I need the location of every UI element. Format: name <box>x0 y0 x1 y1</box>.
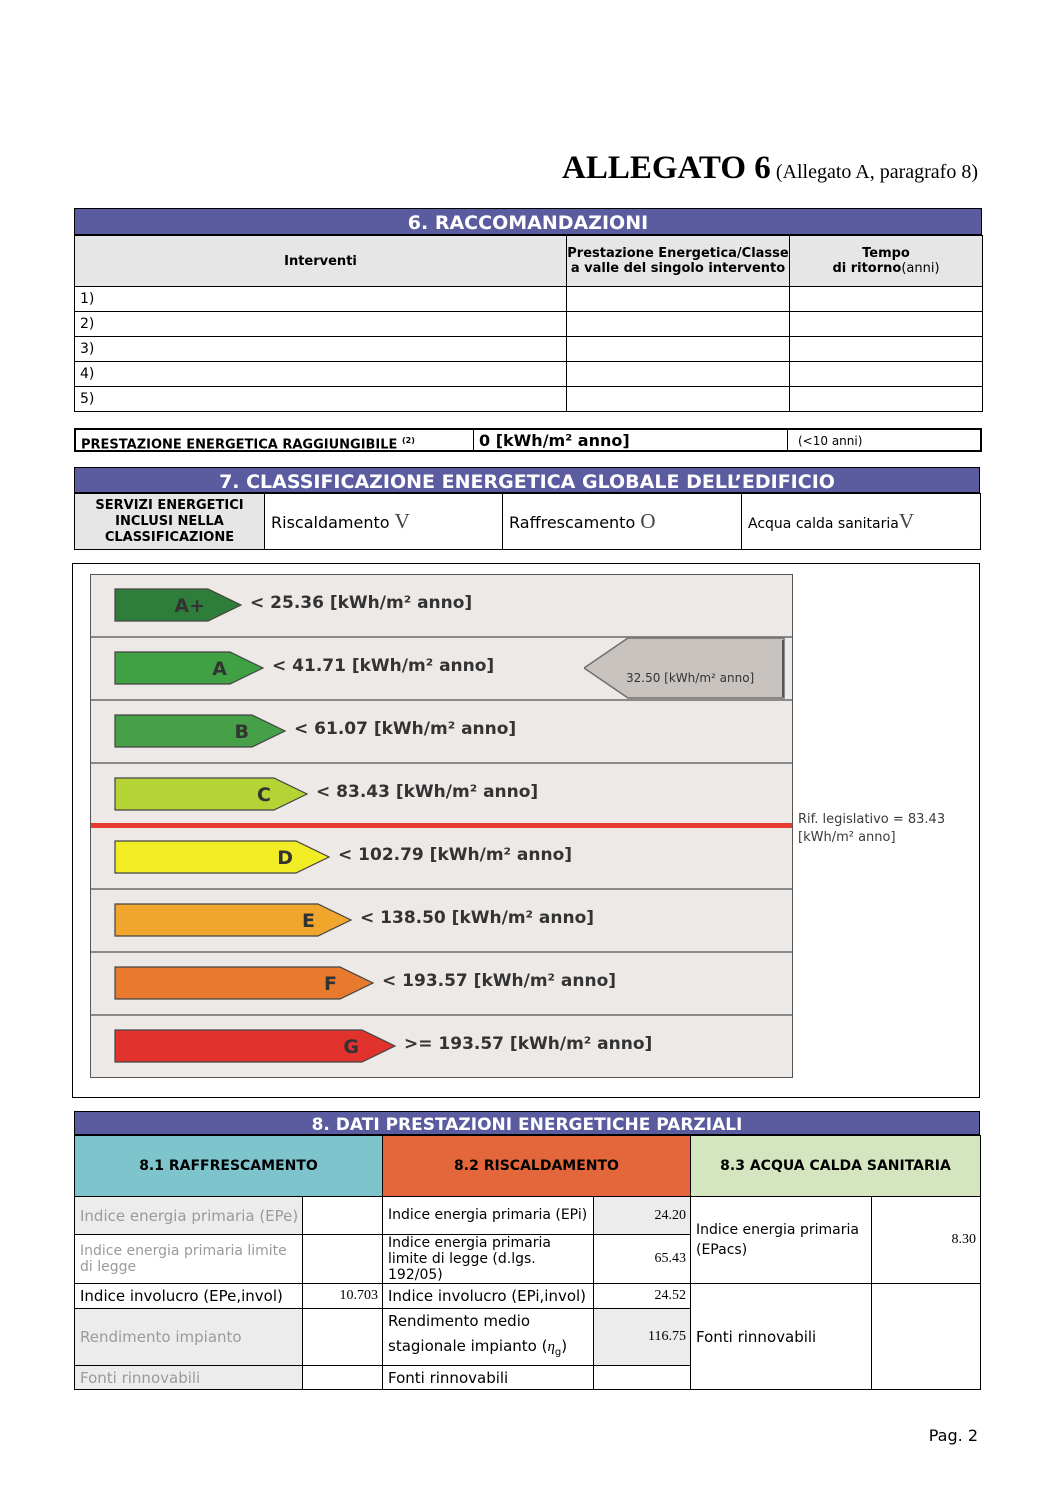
epacs-value: 8.30 <box>872 1197 981 1284</box>
cell <box>790 362 983 387</box>
services-table <box>74 493 981 550</box>
perf-time: (<10 anni) <box>798 434 863 448</box>
class-arrow-C <box>114 777 310 811</box>
class-letter: G <box>343 1036 359 1058</box>
current-performance-arrow <box>584 637 786 699</box>
perf-footnote: (2) <box>401 436 415 445</box>
title-sub: (Allegato A, paragrafo 8) <box>775 161 978 183</box>
eta-subscript: g <box>554 1347 562 1358</box>
epe-limit-value <box>303 1235 383 1284</box>
cell <box>567 337 790 362</box>
service-mark: O <box>640 509 656 533</box>
epe-limit-label: Indice energia primaria limite di legge <box>75 1235 303 1284</box>
class-letter: C <box>257 784 271 806</box>
section-raccomandazioni <box>74 208 982 412</box>
class-letter: A <box>212 658 227 680</box>
class-threshold-label: < 138.50 [kWh/m² anno] <box>360 908 595 928</box>
service-name: Raffrescamento <box>509 513 636 532</box>
class-arrow-F <box>114 966 376 1000</box>
epi-label: Indice energia primaria (EPi) <box>383 1197 594 1235</box>
row-number: 1) <box>75 287 567 312</box>
class-row-separator <box>91 762 792 764</box>
service-mark: V <box>394 509 410 533</box>
document-title <box>562 150 978 187</box>
eta-symbol: η <box>547 1339 555 1355</box>
epe-value <box>303 1197 383 1235</box>
epi-limit-value: 65.43 <box>594 1235 691 1284</box>
class-arrow-D <box>114 840 332 874</box>
rend-stag-text: Rendimento medio stagionale impianto ( <box>388 1312 548 1355</box>
epi-limit-label: Indice energia primaria limite di legge (d.lgs. 192/05) <box>383 1235 594 1284</box>
cell <box>567 312 790 337</box>
service-mark: V <box>898 509 914 533</box>
cell <box>790 387 983 412</box>
reference-label-line2: [kWh/m² anno] <box>798 830 896 845</box>
table-row <box>75 387 983 412</box>
fonti-risc-value <box>594 1366 691 1390</box>
achievable-performance-row <box>74 428 982 452</box>
table-row <box>75 312 983 337</box>
table-row <box>75 287 983 312</box>
recommendations-table <box>74 235 983 412</box>
page-number: Pag. 2 <box>928 1426 978 1445</box>
row-number: 2) <box>75 312 567 337</box>
class-arrow-A <box>114 651 266 685</box>
cell <box>567 387 790 412</box>
service-name: Riscaldamento <box>271 513 390 532</box>
partial-data-table <box>74 1135 981 1390</box>
reference-line <box>91 823 792 828</box>
section-6-heading: 6. RACCOMANDAZIONI <box>74 208 982 235</box>
acs-fonti-value <box>872 1284 981 1390</box>
epe-invol-value: 10.703 <box>303 1284 383 1309</box>
section-8-heading: 8. DATI PRESTAZIONI ENERGETICHE PARZIALI <box>74 1111 980 1135</box>
class-threshold-label: < 83.43 [kWh/m² anno] <box>316 782 539 802</box>
class-row-separator <box>91 888 792 890</box>
class-row-separator <box>91 1014 792 1016</box>
row-number: 5) <box>75 387 567 412</box>
services-label: SERVIZI ENERGETICI INCLUSI NELLA CLASSIFICAZIONE <box>75 494 265 550</box>
epi-invol-label: Indice involucro (EPi,invol) <box>383 1284 594 1309</box>
fonti-raff-label: Fonti rinnovabili <box>75 1366 303 1390</box>
class-threshold-label: < 102.79 [kWh/m² anno] <box>338 845 573 865</box>
class-arrow-E <box>114 903 354 937</box>
class-threshold-label: < 25.36 [kWh/m² anno] <box>250 593 473 613</box>
section-7-heading: 7. CLASSIFICAZIONE ENERGETICA GLOBALE DELL’EDIFICIO <box>74 467 980 493</box>
class-letter: E <box>302 910 315 932</box>
class-threshold-label: < 61.07 [kWh/m² anno] <box>294 719 517 739</box>
cell <box>790 337 983 362</box>
epe-invol-label: Indice involucro (EPe,invol) <box>75 1284 303 1309</box>
header-riscaldamento: 8.2 RISCALDAMENTO <box>383 1136 691 1197</box>
reference-label-line1: Rif. legislativo = 83.43 <box>798 812 946 827</box>
class-letter: B <box>234 721 249 743</box>
section-dati-parziali <box>74 1111 980 1390</box>
col-tempo <box>790 236 983 287</box>
class-threshold-label: >= 193.57 [kWh/m² anno] <box>404 1034 653 1054</box>
cell <box>790 287 983 312</box>
rend-stag-value: 116.75 <box>594 1309 691 1366</box>
class-row-separator <box>91 699 792 701</box>
fonti-risc-label: Fonti rinnovabili <box>383 1366 594 1390</box>
service-riscaldamento <box>265 494 503 550</box>
row-number: 3) <box>75 337 567 362</box>
col-prestazione: Prestazione Energetica/Classe a valle del singolo intervento <box>567 236 790 287</box>
service-raffrescamento <box>503 494 742 550</box>
class-arrow-G <box>114 1029 398 1063</box>
table-row <box>75 362 983 387</box>
epi-invol-value: 24.52 <box>594 1284 691 1309</box>
epacs-label: Indice energia primaria (EPacs) <box>691 1197 872 1284</box>
epi-value: 24.20 <box>594 1197 691 1235</box>
perf-value: 0 [kWh/m² anno] <box>474 430 788 450</box>
perf-label-text: PRESTAZIONE ENERGETICA RAGGIUNGIBILE <box>81 437 398 453</box>
class-letter: A+ <box>174 595 205 617</box>
current-performance-value: 32.50 [kWh/m² anno] <box>626 671 755 685</box>
col-tempo-line1: Tempo <box>862 246 910 261</box>
class-arrow-B <box>114 714 288 748</box>
perf-label <box>76 430 474 453</box>
cell <box>567 287 790 312</box>
col-tempo-line2: di ritorno <box>832 261 902 276</box>
service-acqua-calda <box>742 494 981 550</box>
rend-value <box>303 1309 383 1366</box>
fonti-raff-value <box>303 1366 383 1390</box>
class-letter: D <box>277 847 293 869</box>
header-raffrescamento: 8.1 RAFFRESCAMENTO <box>75 1136 383 1197</box>
acs-fonti-label: Fonti rinnovabili <box>691 1284 872 1390</box>
col-interventi: Interventi <box>75 236 567 287</box>
class-row-separator <box>91 951 792 953</box>
title-main: ALLEGATO 6 <box>562 150 771 186</box>
class-letter: F <box>324 973 337 995</box>
rend-stag-label <box>383 1309 594 1366</box>
header-acqua-calda: 8.3 ACQUA CALDA SANITARIA <box>691 1136 981 1197</box>
col-tempo-unit: (anni) <box>901 261 940 276</box>
class-threshold-label: < 41.71 [kWh/m² anno] <box>272 656 495 676</box>
service-name: Acqua calda sanitaria <box>748 516 899 532</box>
table-row <box>75 337 983 362</box>
cell <box>790 312 983 337</box>
class-threshold-label: < 193.57 [kWh/m² anno] <box>382 971 617 991</box>
cell <box>567 362 790 387</box>
rend-stag-close: ) <box>561 1337 568 1355</box>
row-number: 4) <box>75 362 567 387</box>
reference-label <box>798 811 945 847</box>
class-arrow-A+ <box>114 588 244 622</box>
epe-label: Indice energia primaria (EPe) <box>75 1197 303 1235</box>
rend-label: Rendimento impianto <box>75 1309 303 1366</box>
section-classificazione <box>74 467 980 550</box>
